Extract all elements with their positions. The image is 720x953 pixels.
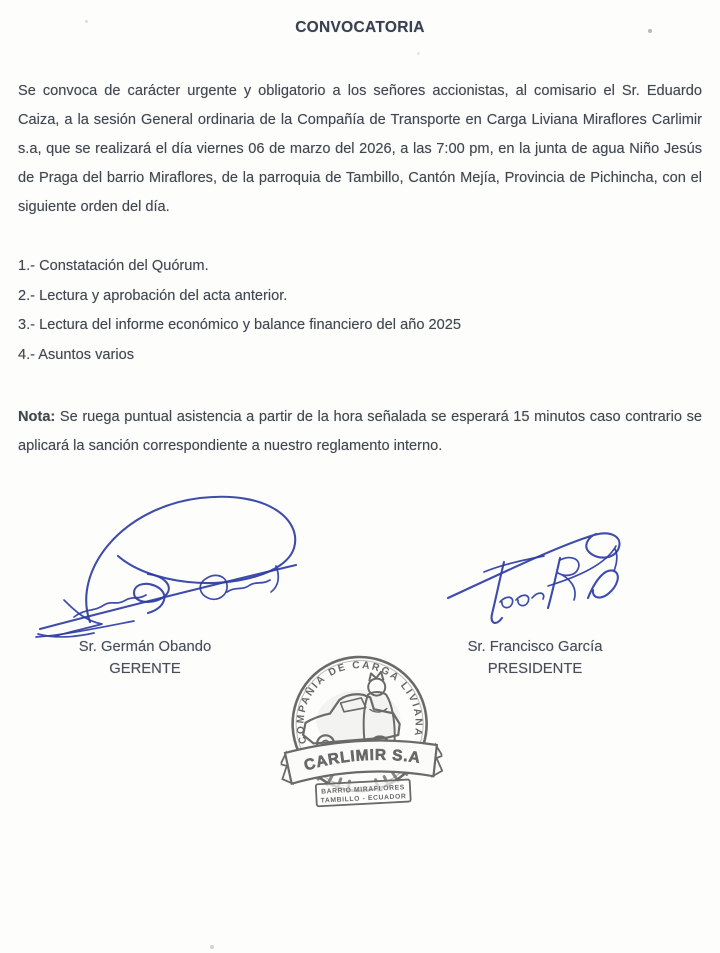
signatory-name-presidente: Sr. Francisco García [467, 639, 603, 655]
signatory-role-gerente: GERENTE [109, 661, 181, 677]
scan-speck [417, 52, 420, 55]
stamp-box-line2: TAMBILLO - ECUADOR [320, 793, 407, 805]
agenda-list [18, 252, 702, 371]
agenda-item-3: 3.- Lectura del informe económico y balance financiero del año 2025 [18, 317, 461, 334]
note-label: Nota: [18, 409, 56, 425]
stamp-banner [280, 737, 444, 784]
stamp-location-box [316, 779, 411, 806]
document-title: CONVOCATORIA [295, 19, 425, 36]
gerente-signature-scribble [28, 488, 308, 648]
agenda-item-4: 4.- Asuntos varios [18, 347, 134, 364]
note-paragraph [18, 403, 702, 461]
signatory-role-presidente: PRESIDENTE [487, 661, 583, 677]
signatory-block-presidente [435, 636, 635, 680]
agenda-item-1: 1.- Constatación del Quórum. [18, 258, 209, 274]
scan-speck [85, 20, 88, 23]
signatory-block-gerente [45, 636, 245, 680]
intro-paragraph: Se convoca de carácter urgente y obligatorio a los señores accionistas, al comisario el Sr. Eduardo Caiza, a la sesión General ordinaria de la Compañía de Transporte en Carga Liviana Miraflores Carlimir s.a, que se realizará el día viernes 06 de marzo del 2026, a las 7:00 pm, en la junta de agua Niño Jesús de Praga del barrio Miraflores, de la parroquia de Tambillo, Cantón Mejía, Provincia de Pichincha, con el siguiente orden del día. [18, 83, 702, 215]
note-text: Se ruega puntual asistencia a partir de la hora señalada se esperará 15 minutos caso contrario se aplicará la sanción correspondiente a nuestro reglamento interno. [18, 409, 702, 454]
stamp-banner-text: CARLIMIR S.A [302, 746, 422, 775]
scan-speck [210, 945, 214, 949]
stamp-box-line1: BARRIO MIRAFLORES [321, 784, 406, 796]
agenda-item-2: 2.- Lectura y aprobación del acta anterior. [18, 287, 288, 304]
presidente-signature-scribble [430, 516, 655, 641]
stamp-arc-text: COMPAÑIA DE CARGA LIVIANA [295, 660, 424, 745]
signatory-name-gerente: Sr. Germán Obando [78, 639, 212, 655]
company-seal [275, 644, 445, 818]
scan-speck [648, 29, 652, 33]
